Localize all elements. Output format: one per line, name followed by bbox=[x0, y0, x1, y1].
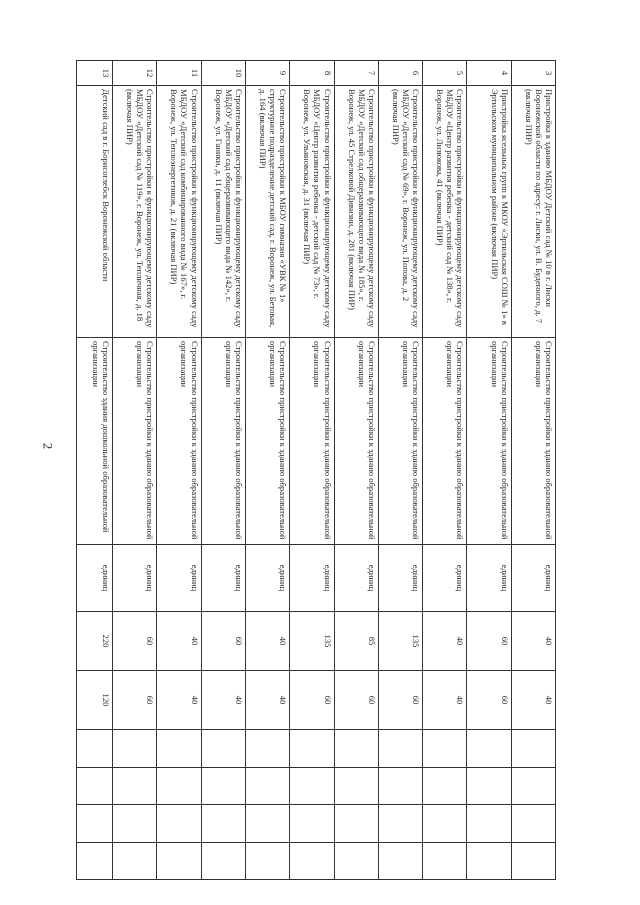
page-number: 2 bbox=[40, 442, 56, 450]
table-row bbox=[157, 61, 201, 880]
capacity-value-cell: 60 bbox=[201, 612, 245, 671]
activity-cell: Строительство здания дошкольной образовательной организации bbox=[77, 338, 113, 545]
table-row bbox=[423, 61, 467, 880]
empty-cell bbox=[113, 730, 157, 768]
empty-cell bbox=[77, 805, 113, 843]
activity-cell: Строительство пристройки к зданию образовательной организации bbox=[423, 338, 467, 545]
empty-cell bbox=[113, 842, 157, 880]
empty-cell bbox=[201, 767, 245, 805]
object-name-cell: Строительство пристройки к МБОУ гимназия «УВК № 1» структурное подразделение детский сад, г. Воронеж, ул. Бетовая, д. 164 (включая ПИР) bbox=[245, 86, 289, 338]
empty-cell bbox=[467, 767, 511, 805]
object-name-cell: Строительство пристройки к функционирующему детскому саду МБДОУ «Центр развития ребенка - детский сад № 138», г. Воронеж, ул. Лизюкова, 41 (включая ПИР) bbox=[423, 86, 467, 338]
empty-cell bbox=[378, 842, 422, 880]
empty-cell bbox=[378, 730, 422, 768]
capacity-target-cell: 120 bbox=[77, 671, 113, 730]
capacity-target-cell: 40 bbox=[423, 671, 467, 730]
capacity-value-cell: 85 bbox=[334, 612, 378, 671]
unit-cell: единиц bbox=[423, 545, 467, 612]
activity-cell: Строительство пристройки к зданию образовательной организации bbox=[511, 338, 555, 545]
unit-cell: единиц bbox=[201, 545, 245, 612]
object-name-cell: Строительство пристройки к функционирующему детскому саду МБДОУ «Детский сад № 119», г. Воронеж, ул. Тепличная, д. 18 (включая ПИР) bbox=[113, 86, 157, 338]
empty-cell bbox=[334, 842, 378, 880]
empty-cell bbox=[290, 730, 334, 768]
empty-cell bbox=[467, 805, 511, 843]
object-name-cell: Строительство пристройки к функционирующему детскому саду МБДОУ «Детский сад комбинированного вида № 167», г. Воронеж, ул. Теплоэнергетиков, д. 21 (включая ПИР) bbox=[157, 86, 201, 338]
empty-cell bbox=[467, 730, 511, 768]
capacity-target-cell: 60 bbox=[467, 671, 511, 730]
capacity-target-cell: 60 bbox=[378, 671, 422, 730]
capacity-target-cell: 40 bbox=[511, 671, 555, 730]
empty-cell bbox=[201, 842, 245, 880]
row-number: 7 bbox=[334, 61, 378, 86]
empty-cell bbox=[378, 767, 422, 805]
capacity-target-cell: 40 bbox=[157, 671, 201, 730]
activity-cell: Строительство пристройки к зданию образовательной организации bbox=[378, 338, 422, 545]
capacity-value-cell: 135 bbox=[290, 612, 334, 671]
table-row bbox=[334, 61, 378, 880]
empty-cell bbox=[378, 805, 422, 843]
empty-cell bbox=[423, 730, 467, 768]
capacity-value-cell: 40 bbox=[423, 612, 467, 671]
empty-cell bbox=[511, 767, 555, 805]
capacity-value-cell: 220 bbox=[77, 612, 113, 671]
empty-cell bbox=[77, 842, 113, 880]
empty-cell bbox=[245, 730, 289, 768]
capacity-target-cell: 40 bbox=[245, 671, 289, 730]
activity-cell: Строительство пристройки к зданию образовательной организации bbox=[201, 338, 245, 545]
empty-cell bbox=[334, 730, 378, 768]
unit-cell: единиц bbox=[334, 545, 378, 612]
activity-cell: Строительство пристройки к зданию образовательной организации bbox=[334, 338, 378, 545]
unit-cell: единиц bbox=[467, 545, 511, 612]
empty-cell bbox=[201, 730, 245, 768]
empty-cell bbox=[201, 805, 245, 843]
empty-cell bbox=[157, 730, 201, 768]
table-row bbox=[77, 61, 113, 880]
unit-cell: единиц bbox=[157, 545, 201, 612]
empty-cell bbox=[423, 805, 467, 843]
rotated-table-wrapper bbox=[76, 60, 556, 880]
capacity-target-cell: 60 bbox=[334, 671, 378, 730]
empty-cell bbox=[245, 805, 289, 843]
empty-cell bbox=[511, 730, 555, 768]
capacity-target-cell: 60 bbox=[113, 671, 157, 730]
object-name-cell: Пристройка ясельных групп к МКОУ «Эртильская СОШ № 1» в Эртильском муниципальном районе (включая ПИР) bbox=[467, 86, 511, 338]
capacity-value-cell: 40 bbox=[245, 612, 289, 671]
capacity-value-cell: 60 bbox=[467, 612, 511, 671]
activity-cell: Строительство пристройки к зданию образовательной организации bbox=[157, 338, 201, 545]
row-number: 4 bbox=[467, 61, 511, 86]
activity-cell: Строительство пристройки к зданию образовательной организации bbox=[113, 338, 157, 545]
unit-cell: единиц bbox=[378, 545, 422, 612]
object-name-cell: Строительство пристройки к функционирующему детскому саду МБДОУ «Детский сад № 69», г. Воронеж, ул. Попова, д. 2 (включая ПИР) bbox=[378, 86, 422, 338]
unit-cell: единиц bbox=[77, 545, 113, 612]
empty-cell bbox=[334, 805, 378, 843]
object-name-cell: Строительство пристройки к функционирующему детскому саду МБДОУ «Детский сад общеразвивающего вида № 185», г. Воронеж, ул. 45 Стрелковой Дивизии, д. 281 (включая ПИР) bbox=[334, 86, 378, 338]
object-name-cell: Детский сад в г. Борисоглебск Воронежской области bbox=[77, 86, 113, 338]
empty-cell bbox=[77, 767, 113, 805]
empty-cell bbox=[467, 842, 511, 880]
capacity-value-cell: 60 bbox=[113, 612, 157, 671]
empty-cell bbox=[245, 842, 289, 880]
capacity-value-cell: 135 bbox=[378, 612, 422, 671]
rotated-table-container bbox=[76, 60, 556, 880]
row-number: 11 bbox=[157, 61, 201, 86]
table-row bbox=[201, 61, 245, 880]
row-number: 6 bbox=[378, 61, 422, 86]
empty-cell bbox=[113, 805, 157, 843]
empty-cell bbox=[423, 767, 467, 805]
object-name-cell: Строительство пристройки к функционирующему детскому саду МБДОУ «Детский сад общеразвивающего вида № 142», г. Воронеж, ул. Ганнки, д. 11 (включая ПИР) bbox=[201, 86, 245, 338]
table-row bbox=[511, 61, 555, 880]
row-number: 13 bbox=[77, 61, 113, 86]
objects-table-body bbox=[77, 61, 556, 880]
empty-cell bbox=[290, 842, 334, 880]
empty-cell bbox=[290, 767, 334, 805]
activity-cell: Строительство пристройки к зданию образовательной организации bbox=[467, 338, 511, 545]
empty-cell bbox=[245, 767, 289, 805]
unit-cell: единиц bbox=[113, 545, 157, 612]
empty-cell bbox=[77, 730, 113, 768]
object-name-cell: Строительство пристройки к функционирующему детскому саду МБДОУ «Центр развития ребенка - детский сад № 73», г. Воронеж, ул. Ульяновская, д. 31 (включая ПИР) bbox=[290, 86, 334, 338]
activity-cell: Строительство пристройки к зданию образовательной организации bbox=[245, 338, 289, 545]
table-row bbox=[378, 61, 422, 880]
row-number: 5 bbox=[423, 61, 467, 86]
empty-cell bbox=[511, 805, 555, 843]
row-number: 9 bbox=[245, 61, 289, 86]
capacity-target-cell: 60 bbox=[290, 671, 334, 730]
object-name-cell: Пристройка к зданию МБДОУ Детский сад № 10 в г. Лиски Воронежской области по адресу: г. Лиски, ул. В. Буденного, д. 7 (включая ПИР) bbox=[511, 86, 555, 338]
empty-cell bbox=[290, 805, 334, 843]
empty-cell bbox=[334, 767, 378, 805]
empty-cell bbox=[423, 842, 467, 880]
empty-cell bbox=[157, 767, 201, 805]
table-row bbox=[290, 61, 334, 880]
table-row bbox=[467, 61, 511, 880]
empty-cell bbox=[157, 805, 201, 843]
empty-cell bbox=[157, 842, 201, 880]
row-number: 8 bbox=[290, 61, 334, 86]
capacity-target-cell: 40 bbox=[201, 671, 245, 730]
capacity-value-cell: 40 bbox=[511, 612, 555, 671]
empty-cell bbox=[511, 842, 555, 880]
table-row bbox=[113, 61, 157, 880]
activity-cell: Строительство пристройки к зданию образовательной организации bbox=[290, 338, 334, 545]
table-row bbox=[245, 61, 289, 880]
empty-cell bbox=[113, 767, 157, 805]
unit-cell: единиц bbox=[511, 545, 555, 612]
row-number: 3 bbox=[511, 61, 555, 86]
unit-cell: единиц bbox=[245, 545, 289, 612]
row-number: 12 bbox=[113, 61, 157, 86]
capacity-value-cell: 40 bbox=[157, 612, 201, 671]
unit-cell: единиц bbox=[290, 545, 334, 612]
objects-table bbox=[76, 60, 556, 880]
row-number: 10 bbox=[201, 61, 245, 86]
